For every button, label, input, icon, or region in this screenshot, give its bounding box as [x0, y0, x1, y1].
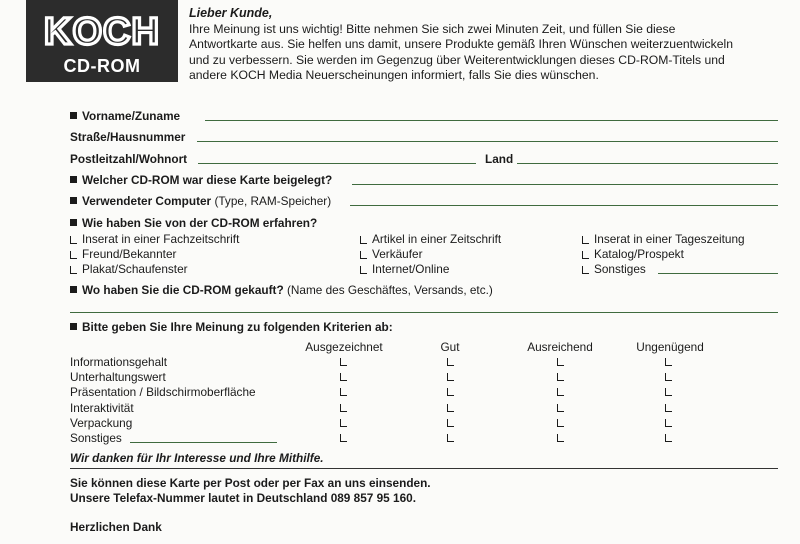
name-label: Vorname/Zuname — [70, 109, 180, 123]
rating-checkbox[interactable] — [340, 404, 347, 412]
criterion-label: Sonstiges — [70, 431, 122, 445]
bullet-square-icon — [70, 219, 77, 226]
rating-column-header: Gut — [440, 340, 460, 354]
rating-checkbox[interactable] — [665, 388, 672, 396]
rating-checkbox[interactable] — [447, 404, 454, 412]
rating-checkbox[interactable] — [557, 434, 564, 442]
rating-checkbox[interactable] — [340, 358, 347, 366]
rating-checkbox[interactable] — [665, 419, 672, 427]
rating-checkbox[interactable] — [557, 358, 564, 366]
rating-column-header: Ausreichend — [527, 340, 593, 354]
checkbox-icon[interactable] — [70, 236, 77, 244]
cdrom-label: Welcher CD-ROM war diese Karte beigelegt? — [70, 173, 332, 187]
bullet-square-icon — [70, 197, 77, 204]
rating-checkbox[interactable] — [665, 358, 672, 366]
purchase-question: Wo haben Sie die CD-ROM gekauft? (Name des Geschäftes, Versands, etc.) — [70, 283, 493, 297]
rating-checkbox[interactable] — [340, 373, 347, 381]
computer-label: Verwendeter Computer (Type, RAM-Speicher) — [70, 194, 331, 208]
zip-field[interactable] — [198, 163, 476, 164]
koch-wordmark — [34, 10, 170, 50]
name-field[interactable] — [205, 120, 778, 121]
checkbox-icon[interactable] — [360, 266, 367, 274]
checkbox-icon[interactable] — [582, 251, 589, 259]
purchase-field[interactable] — [70, 312, 778, 313]
rating-checkbox[interactable] — [665, 404, 672, 412]
bullet-square-icon — [70, 323, 77, 330]
checkbox-icon[interactable] — [70, 266, 77, 274]
checkbox-icon[interactable] — [70, 251, 77, 259]
source-question: Wie haben Sie von der CD-ROM erfahren? — [70, 216, 317, 230]
intro-line: andere KOCH Media Neuerscheinungen informiert, falls Sie dies wünschen. — [189, 68, 599, 83]
criterion-label: Unterhaltungswert — [70, 370, 166, 384]
intro-line: und zu verbessern. Sie werden im Gegenzug über Weiterentwicklungen dieses CD-ROM-Titels und — [189, 52, 725, 67]
send-instructions — [70, 476, 431, 506]
send-line: Sie können diese Karte per Post oder per Fax an uns einsenden. — [70, 476, 431, 490]
purchase-hint: (Name des Geschäftes, Versands, etc.) — [286, 283, 493, 297]
logo-subtitle: CD-ROM — [63, 56, 141, 76]
checkbox-icon[interactable] — [360, 236, 367, 244]
rating-checkbox[interactable] — [447, 373, 454, 381]
intro-line: Antwortkarte aus. Sie helfen uns damit, unsere Produkte gemäß Ihren Wünschen weiterzuentwickeln — [189, 37, 733, 52]
koch-logo — [26, 0, 178, 82]
rating-checkbox[interactable] — [557, 388, 564, 396]
rating-checkbox[interactable] — [557, 419, 564, 427]
country-label: Land — [485, 152, 514, 166]
rating-checkbox[interactable] — [340, 388, 347, 396]
rating-checkbox[interactable] — [557, 373, 564, 381]
thanks-text: Wir danken für Ihr Interesse und Ihre Mithilfe. — [70, 451, 324, 465]
intro-line: Ihre Meinung ist uns wichtig! Bitte nehmen Sie sich zwei Minuten Zeit, und füllen Sie diese — [189, 22, 676, 36]
source-option[interactable]: Plakat/Schaufenster — [70, 262, 188, 276]
send-line: Unsere Telefax-Nummer lautet in Deutschland 089 857 95 160. — [70, 491, 416, 505]
criterion-label: Verpackung — [70, 416, 133, 430]
closing-text: Herzlichen Dank — [70, 520, 162, 534]
rating-checkbox[interactable] — [665, 434, 672, 442]
bullet-square-icon — [70, 112, 77, 119]
criterion-label: Interaktivität — [70, 401, 134, 415]
checkbox-icon[interactable] — [582, 266, 589, 274]
rating-checkbox[interactable] — [447, 388, 454, 396]
bullet-square-icon — [70, 286, 77, 293]
rating-checkbox[interactable] — [557, 404, 564, 412]
street-field[interactable] — [197, 141, 778, 142]
source-option[interactable]: Internet/Online — [360, 262, 449, 276]
svg-text:KOCH: KOCH — [44, 11, 160, 50]
zip-label: Postleitzahl/Wohnort — [70, 152, 188, 166]
source-option[interactable]: Sonstiges — [582, 262, 646, 276]
rating-checkbox[interactable] — [447, 419, 454, 427]
intro-text — [189, 22, 794, 84]
computer-field[interactable] — [350, 205, 778, 206]
street-label: Straße/Hausnummer — [70, 130, 186, 144]
source-option[interactable]: Katalog/Prospekt — [582, 247, 684, 261]
computer-hint: (Type, RAM-Speicher) — [214, 194, 332, 208]
other-criterion-field[interactable] — [130, 442, 277, 443]
greeting: Lieber Kunde, — [189, 6, 273, 20]
divider — [70, 468, 778, 469]
rating-checkbox[interactable] — [447, 358, 454, 366]
checkbox-icon[interactable] — [582, 236, 589, 244]
bullet-square-icon — [70, 176, 77, 183]
source-option[interactable]: Freund/Bekannter — [70, 247, 176, 261]
criterion-label: Informationsgehalt — [70, 355, 168, 369]
source-option[interactable]: Inserat in einer Tageszeitung — [582, 232, 745, 246]
criterion-label: Präsentation / Bildschirmoberfläche — [70, 385, 256, 399]
rating-checkbox[interactable] — [665, 373, 672, 381]
checkbox-icon[interactable] — [360, 251, 367, 259]
rating-checkbox[interactable] — [340, 419, 347, 427]
country-field[interactable] — [517, 163, 778, 164]
rating-checkbox[interactable] — [340, 434, 347, 442]
source-option[interactable]: Verkäufer — [360, 247, 423, 261]
source-option[interactable]: Artikel in einer Zeitschrift — [360, 232, 501, 246]
rating-checkbox[interactable] — [447, 434, 454, 442]
rating-question: Bitte geben Sie Ihre Meinung zu folgenden Kriterien ab: — [70, 320, 393, 334]
cdrom-field[interactable] — [352, 184, 778, 185]
rating-column-header: Ausgezeichnet — [305, 340, 383, 354]
other-source-field[interactable] — [658, 273, 778, 274]
rating-column-header: Ungenügend — [636, 340, 704, 354]
source-option[interactable]: Inserat in einer Fachzeitschrift — [70, 232, 239, 246]
